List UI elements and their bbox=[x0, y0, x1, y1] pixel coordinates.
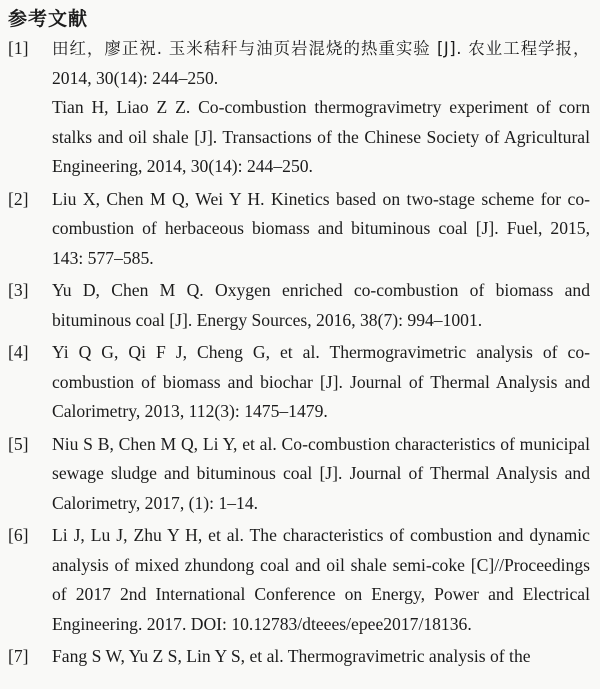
reference-body bbox=[52, 338, 590, 427]
reference-chinese-text: 田红，廖正祝. 玉米秸秆与油页岩混烧的热重实验 [J]. 农业工程学报， bbox=[52, 39, 590, 58]
reference-body bbox=[52, 276, 590, 335]
reference-text: Li J, Lu J, Zhu Y H, et al. The characteristics of combustion and dynamic analysis of mixed zhundong coal and oil shale semi-coke [C]//Proceedings of 2017 2nd International Conference on Energy, Power and Electrical Engineering. 2017. DOI: 10.12783/dteees/epee2017/18136. bbox=[52, 525, 590, 634]
reference-item-6 bbox=[8, 521, 590, 639]
reference-number: [3] bbox=[8, 280, 29, 300]
reference-body bbox=[52, 34, 590, 182]
reference-number: [4] bbox=[8, 342, 29, 362]
references-heading: 参考文献 bbox=[8, 8, 89, 30]
reference-number: [7] bbox=[8, 646, 29, 666]
reference-text: Niu S B, Chen M Q, Li Y, et al. Co-combustion characteristics of municipal sewage sludge and bituminous coal [J]. Journal of Thermal Analysis and Calorimetry, 2017, (1): 1–14. bbox=[52, 433, 590, 513]
reference-text: Fang S W, Yu Z S, Lin Y S, et al. Thermogravimetric analysis of the bbox=[52, 646, 531, 666]
reference-body bbox=[52, 185, 590, 274]
reference-item-2 bbox=[8, 185, 590, 274]
reference-chinese-citation bbox=[52, 34, 590, 93]
reference-body bbox=[52, 642, 590, 672]
reference-text: Liu X, Chen M Q, Wei Y H. Kinetics based on two-stage scheme for co-combustion of herbaceous biomass and bituminous coal [J]. Fuel, 2015, 143: 577–585. bbox=[52, 188, 590, 268]
reference-body bbox=[52, 430, 590, 519]
reference-item-5 bbox=[8, 430, 590, 519]
reference-chinese-pages: 2014, 30(14): 244–250. bbox=[52, 67, 219, 88]
reference-number: [2] bbox=[8, 188, 29, 209]
reference-number: [6] bbox=[8, 525, 29, 545]
reference-item-3 bbox=[8, 276, 590, 335]
reference-text: Yi Q G, Qi F J, Cheng G, et al. Thermogravimetric analysis of co-combustion of biomass and biochar [J]. Journal of Thermal Analysis and Calorimetry, 2013, 112(3): 1475–1479. bbox=[52, 342, 590, 421]
reference-number: [1] bbox=[8, 38, 29, 58]
reference-english-citation: Tian H, Liao Z Z. Co-combustion thermogravimetry experiment of corn stalks and oil shale [J]. Transactions of the Chinese Society of Agricultural Engineering, 2014, 30(14): 244–250. bbox=[52, 97, 590, 176]
reference-item-4 bbox=[8, 338, 590, 427]
reference-item-1 bbox=[8, 34, 590, 182]
reference-body bbox=[52, 521, 590, 639]
reference-text: Yu D, Chen M Q. Oxygen enriched co-combustion of biomass and bituminous coal [J]. Energy Sources, 2016, 38(7): 994–1001. bbox=[52, 280, 590, 330]
reference-number: [5] bbox=[8, 433, 29, 454]
reference-item-7 bbox=[8, 642, 590, 672]
reference-list bbox=[8, 34, 590, 672]
